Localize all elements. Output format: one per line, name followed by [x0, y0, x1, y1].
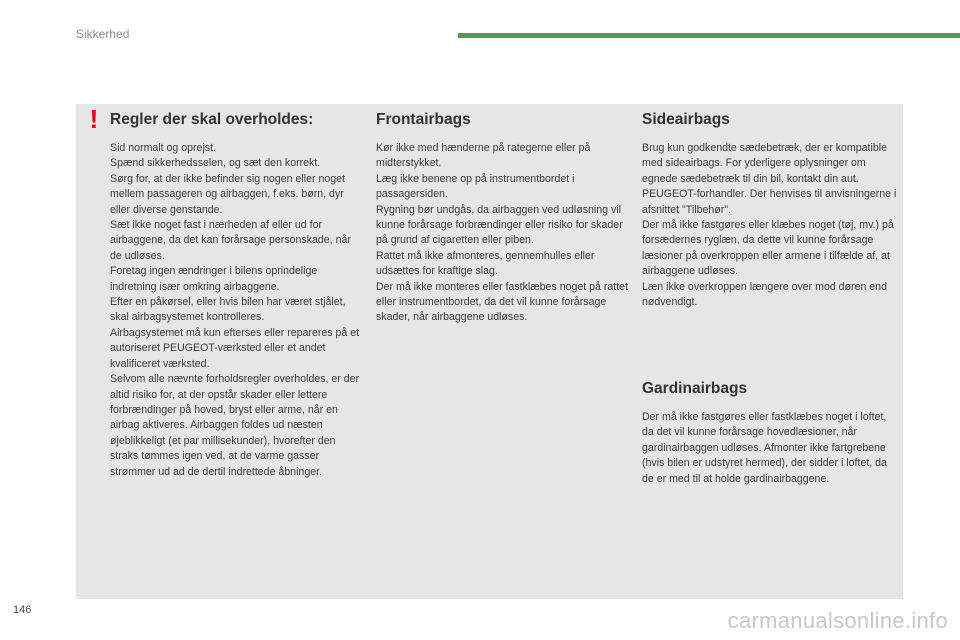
gardinairbags-heading: Gardinairbags	[642, 380, 748, 397]
sideairbags-column	[642, 111, 897, 310]
frontairbags-heading: Frontairbags	[376, 111, 471, 128]
page-number: 146	[13, 604, 32, 616]
site-watermark: carmanualsonline.info	[727, 608, 948, 633]
warning-icon: !	[89, 104, 99, 134]
rules-body: Sid normalt og oprejst. Spænd sikkerhedsselen, og sæt den korrekt. Sørg for, at der ikke befinder sig nogen eller noget mellem passageren og airbaggen, f.eks. børn, dyr eller diverse genstande. Sæt ikke noget fast i nærheden af eller ud for airbaggene, da det kan forårsage personskade, når de udløses. Foretag ingen ændringer i bilens oprindelige indretning især omkring airbaggene. Efter en påkørsel, eller hvis bilen har været stjålet, skal airbagsystemet kontrolleres. Airbagsystemet må kun efterses eller repareres på et autoriseret PEUGEOT-værksted eller et andet kvalificeret værksted. Selvom alle nævnte forholdsregler overholdes, er der altid risiko for, at der opstår skader eller lettere forbrændinger på hoved, bryst eller arme, når en airbag aktiveres. Airbaggen foldes ud næsten øjeblikkeligt (et par millisekunder), hvorefter den straks tømmes igen ved, at de varme gasser strømmer ud ad de dertil indrettede åbninger.	[110, 142, 360, 478]
sideairbags-heading: Sideairbags	[642, 111, 730, 128]
gardinairbags-body: Der må ikke fastgøres eller fastklæbes noget i loftet, da det vil kunne forårsage hovedlæsioner, når gardinairbaggen udløses. Afmonter ikke fartgrebene (hvis bilen er udstyret hermed), der sidder i loftet, da de er med til at holde gardinairbaggene.	[642, 411, 887, 485]
frontairbags-body: Kør ikke med hænderne på rategerne eller på midterstykket. Læg ikke benene op på instrumentbordet i passagersiden. Rygning bør undgås, da airbaggen ved udløsning vil kunne forårsage forbrændinger eller risiko for skader på grund af cigaretten eller piben. Rattet må ikke afmonteres, gennemhulles eller udsættes for kraftige slag. Der må ikke monteres eller fastklæbes noget på rattet eller instrumentbordet, da det vil kunne forårsage skader, når airbaggene udløses.	[376, 142, 629, 324]
section-title: Sikkerhed	[76, 27, 130, 41]
sideairbags-body: Brug kun godkendte sædebetræk, der er kompatible med sideairbags. For yderligere oplysninger om egnede sædebetræk til din bil, kontakt din aut. PEUGEOT-forhandler. Der henvises til anvisningerne i afsnittet "Tilbehør". Der må ikke fastgøres eller klæbes noget (tøj, mv.) på forsædernes ryglæn, da dette vil kunne forårsage læsioner på overkroppen eller armene i tilfælde af, at airbaggene udløses. Læn ikke overkroppen længere over mod døren end nødvendigt.	[642, 142, 897, 309]
frontairbags-column	[376, 111, 631, 326]
rules-heading: Regler der skal overholdes:	[110, 111, 314, 128]
rules-column	[110, 111, 365, 480]
header-accent-bar	[458, 33, 960, 38]
gardinairbags-column	[642, 380, 897, 487]
